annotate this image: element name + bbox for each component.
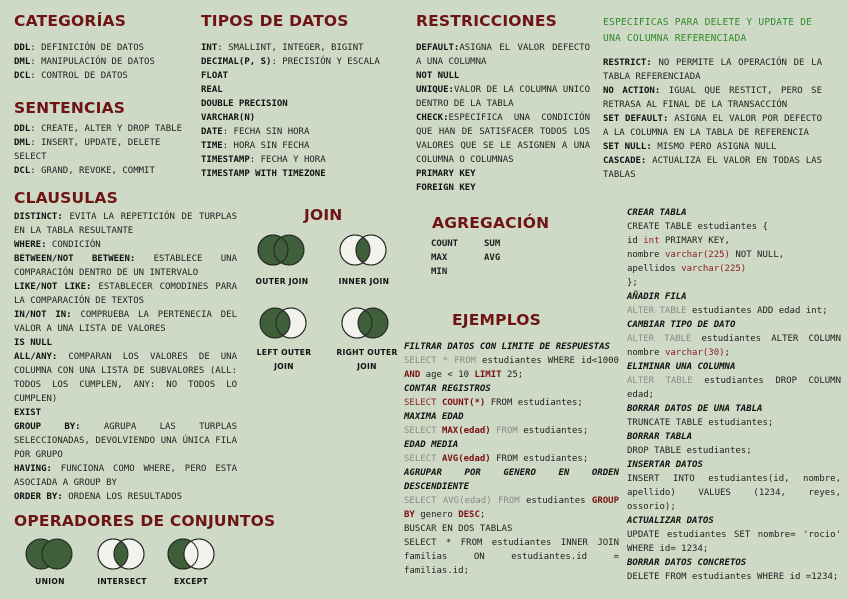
list-item: DML: MANIPULACIÓN DE DATOS: [14, 57, 155, 67]
ejemplo-heading: CONTAR REGISTROS: [404, 384, 491, 394]
codigo-heading: CAMBIAR TIPO DE DATO: [627, 320, 736, 330]
ejemplo-heading: AGRUPAR POR GENERO EN ORDEN DESCENDIENTE: [404, 468, 619, 492]
codigo-heading: INSERTAR DATOS: [627, 460, 703, 470]
inner-join-label: INNER JOIN: [338, 277, 390, 286]
list-item: FLOAT: [201, 71, 229, 81]
list-item: DATE: FECHA SIN HORA: [201, 127, 310, 137]
codigo-heading: AÑADIR FILA: [627, 292, 687, 302]
list-item: DISTINCT: EVITA LA REPETICIÓN DE TURPLAS EN LA TABLA RESULTANTE: [14, 212, 237, 236]
list-item: FOREIGN KEY: [416, 183, 476, 193]
ejemplo-heading: FILTRAR DATOS CON LIMITE DE RESPUESTAS: [404, 342, 610, 352]
agregacion-title: AGREGACIÓN: [432, 214, 550, 232]
sentencias-list: [14, 122, 204, 178]
join-title: JOIN: [304, 206, 343, 224]
clausulas-title: CLAUSULAS: [14, 189, 118, 207]
code-line: DROP TABLE estudiantes;: [627, 446, 752, 456]
codigo-list: [627, 206, 841, 584]
code-line: apellidos varchar(225): [627, 264, 747, 274]
ejemplos-list: [404, 340, 619, 578]
list-item: HAVING: FUNCIONA COMO WHERE, PERO ESTA ASOCIADA A GROUP BY: [14, 464, 237, 488]
list-item: ORDER BY: ORDENA LOS RESULTADOS: [14, 492, 182, 502]
list-item: VARCHAR(N): [201, 113, 256, 123]
code-line: SELECT COUNT(*) FROM estudiantes;: [404, 398, 583, 408]
list-item: GROUP BY: AGRUPA LAS TURPLAS SELECCIONADAS, DEVOLVIENDO UNA ÚNICA FILA POR GRUPO: [14, 422, 237, 460]
union-venn-icon: [24, 536, 76, 572]
list-item: INT: SMALLINT, INTEGER, BIGINT: [201, 43, 364, 53]
list-item: PRIMARY KEY: [416, 169, 476, 179]
categorias-title: CATEGORÍAS: [14, 12, 127, 30]
outer-join-label: OUTER JOIN: [255, 277, 309, 286]
list-item: AVG: [484, 253, 501, 263]
code-line: TRUNCATE TABLE estudiantes;: [627, 418, 774, 428]
especificas-title: ESPECIFICAS PARA DELETE Y UPDATE DE UNA COLUMNA REFERENCIADA: [603, 17, 813, 44]
right-outer-join-venn-icon: [340, 305, 392, 341]
operadores-title: OPERADORES DE CONJUNTOS: [14, 512, 276, 530]
list-item: IN/NOT IN: COMPRUEBA LA PERTENECIA DEL VALOR A UNA LISTA DE VALORES: [14, 310, 238, 334]
union-label: UNION: [35, 577, 65, 586]
code-line: SELECT * FROM estudiantes WHERE id<1000 AND age < 10 LIMIT 25;: [404, 356, 619, 380]
except-label: EXCEPT: [173, 577, 209, 586]
ejemplo-heading: EDAD MEDIA: [404, 440, 459, 450]
codigo-heading: ACTUALIZAR DATOS: [627, 516, 714, 526]
inner-join-venn-icon: [338, 232, 390, 268]
list-item: TIMESTAMP WITH TIMEZONE: [201, 169, 326, 179]
code-line: ALTER TABLE estudiantes ADD edad int;: [627, 306, 828, 316]
ejemplos-title: EJEMPLOS: [452, 311, 541, 329]
list-item: MIN: [431, 267, 448, 277]
list-item: REAL: [201, 85, 223, 95]
list-item: SET DEFAULT: ASIGNA EL VALOR POR DEFECTO A LA COLUMNA EN LA TABLA DE REFERENCIA: [603, 114, 822, 138]
list-item: LIKE/NOT LIKE: ESTABLECER COMODINES PARA LA COMPARACIÓN DE TEXTOS: [14, 282, 237, 306]
list-item: DDL: DEFINICIÓN DE DATOS: [14, 43, 145, 53]
list-item: MAX: [431, 253, 448, 263]
intersect-venn-icon: [96, 536, 148, 572]
list-item: EXIST: [14, 408, 42, 418]
list-item: DCL: CONTROL DE DATOS: [14, 71, 128, 81]
left-outer-join-venn-icon: [258, 305, 310, 341]
code-line: };: [627, 278, 638, 288]
code-line: CREATE TABLE estudiantes {: [627, 222, 768, 232]
list-item: SET NULL: MISMO PERO ASIGNA NULL: [603, 142, 777, 152]
list-item: UNIQUE:VALOR DE LA COLUMNA UNICO DENTRO DE LA TABLA: [416, 85, 590, 109]
code-line: INSERT INTO estudiantes(id, nombre, apellido) VALUES (1234, reyes, ossorio);: [627, 474, 841, 512]
outer-join-venn-icon: [256, 232, 308, 268]
code-line: ALTER TABLE estudiantes DROP COLUMN edad;: [627, 376, 842, 400]
list-item: COUNT: [431, 239, 459, 249]
list-item: ALL/ANY: COMPARAN LOS VALORES DE UNA COLUMNA CON UNA LISTA DE SUBVALORES (ALL: TODOS LOS CUMPLEN, ANY: NO TODOS LO CUMPLEN): [14, 352, 237, 404]
list-item: TIME: HORA SIN FECHA: [201, 141, 310, 151]
code-line: id int PRIMARY KEY,: [627, 236, 730, 246]
code-line: DELETE FROM estudiantes WHERE id =1234;: [627, 572, 839, 582]
code-line: SELECT AVG(edad) FROM estudiantes GROUP BY genero DESC;: [404, 496, 619, 520]
left-outer-join-label: LEFT OUTER JOIN: [256, 348, 312, 371]
agregacion-col2: [484, 237, 524, 265]
list-item: NOT NULL: [416, 71, 460, 81]
list-item: DCL: GRAND, REVOKE, COMMIT: [14, 166, 155, 176]
codigo-heading: BORRAR DATOS CONCRETOS: [627, 558, 747, 568]
except-venn-icon: [166, 536, 218, 572]
code-line: SELECT MAX(edad) FROM estudiantes;: [404, 426, 589, 436]
restricciones-list: [416, 41, 590, 195]
list-item: CHECK:ESPECIFICA UNA CONDICIÓN QUE HAN DE SATISFACER TODOS LOS VALORES QUE SE LE ASIGNEN A UNA COLUMNA O COLUMNAS: [416, 113, 590, 165]
especificas-list: [603, 56, 822, 182]
list-item: RESTRICT: NO PERMITE LA OPERACIÓN DE LA TABLA REFERENCIADA: [603, 58, 822, 82]
codigo-heading: BORRAR TABLA: [627, 432, 693, 442]
list-item: DOUBLE PRECISION: [201, 99, 288, 109]
clausulas-list: [14, 210, 237, 504]
list-item: DDL: CREATE, ALTER Y DROP TABLE: [14, 124, 182, 134]
list-item: SELECT: [14, 152, 47, 162]
list-item: NO ACTION: IGUAL QUE RESTICT, PERO SE RETRASA AL FINAL DE LA TRANSACCIÓN: [603, 86, 822, 110]
list-item: BETWEEN/NOT BETWEEN: ESTABLECE UNA COMPARACIÓN DENTRO DE UN INTERVALO: [14, 254, 237, 278]
ejemplo-heading: BUSCAR EN DOS TABLAS: [404, 524, 513, 534]
code-line: ALTER TABLE estudiantes ALTER COLUMN nombre varchar(30);: [627, 334, 841, 358]
code-line: SELECT AVG(edad) FROM estudiantes;: [404, 454, 589, 464]
codigo-heading: BORRAR DATOS DE UNA TABLA: [627, 404, 763, 414]
list-item: CASCADE: ACTUALIZA EL VALOR EN TODAS LAS TABLAS: [603, 156, 822, 180]
list-item: IS NULL: [14, 338, 52, 348]
list-item: SUM: [484, 239, 501, 249]
agregacion-col1: [431, 237, 481, 279]
list-item: DECIMAL(P, S): PRECISIÓN Y ESCALA: [201, 57, 380, 67]
tipos-title: TIPOS DE DATOS: [201, 12, 349, 30]
code-line: UPDATE estudiantes SET nombre= 'rocio' WHERE id= 1234;: [627, 530, 841, 554]
sentencias-title: SENTENCIAS: [14, 99, 126, 117]
restricciones-title: RESTRICCIONES: [416, 12, 557, 30]
right-outer-join-label: RIGHT OUTER JOIN: [336, 348, 398, 371]
list-item: DEFAULT:ASIGNA EL VALOR DEFECTO A UNA COLUMNA: [416, 43, 590, 67]
list-item: DML: INSERT, UPDATE, DELETE: [14, 138, 161, 148]
code-line: SELECT * FROM estudiantes INNER JOIN familias ON estudiantes.id = familias.id;: [404, 538, 619, 576]
ejemplo-heading: MAXIMA EDAD: [404, 412, 464, 422]
code-line: nombre varchar(225) NOT NULL,: [627, 250, 785, 260]
tipos-list: [201, 41, 401, 181]
codigo-heading: ELIMINAR UNA COLUMNA: [627, 362, 736, 372]
intersect-label: INTERSECT: [97, 577, 147, 586]
list-item: WHERE: CONDICIÓN: [14, 240, 101, 250]
categorias-list: [14, 41, 204, 83]
list-item: TIMESTAMP: FECHA Y HORA: [201, 155, 326, 165]
codigo-heading: CREAR TABLA: [627, 208, 687, 218]
